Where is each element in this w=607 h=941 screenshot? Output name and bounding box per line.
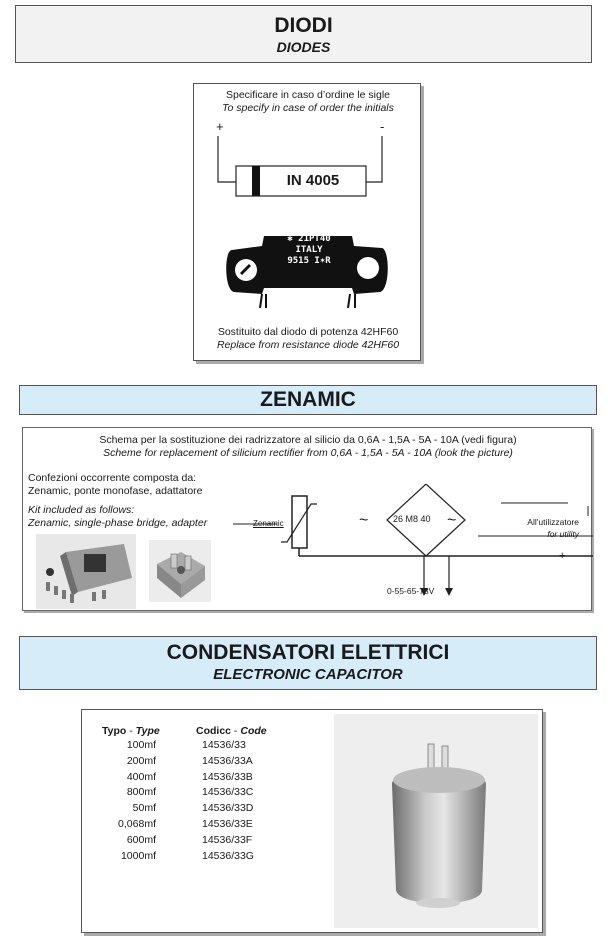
capacitor-row	[102, 739, 267, 755]
capacitor-code: 14536/33	[202, 739, 246, 751]
diode-info-box	[193, 83, 421, 361]
capacitor-row	[102, 755, 267, 771]
bridge-label: 26 M8 40	[393, 514, 431, 524]
replace-note-en: Replace from resistance diode 42HF60	[216, 339, 400, 351]
order-instruction-en: To specify in case of order the initials	[222, 102, 394, 114]
capacitor-type: 0,068mf	[118, 817, 156, 830]
kit-description-en-1: Kit included as follows:	[28, 504, 135, 516]
capacitor-photo	[334, 714, 538, 928]
capacitor-box	[81, 709, 543, 933]
ac-output-tilde: ~	[447, 512, 457, 529]
capacitor-subtitle: ELECTRONIC CAPACITOR	[213, 666, 403, 683]
capacitor-row	[102, 850, 267, 866]
utility-label-it: All'utilizzatore	[527, 517, 579, 527]
module-marking-2: ITALY	[295, 245, 323, 255]
capacitor-type: 400mf	[126, 770, 156, 783]
capacitor-type: 1000mf	[120, 849, 156, 862]
ac-input-tilde: ~	[359, 512, 369, 529]
output-minus: -	[558, 497, 562, 509]
capacitor-type: 600mf	[126, 833, 156, 846]
order-instruction-it: Specificare in caso d’ordine le sigle	[225, 89, 390, 101]
minus-sign: -	[380, 119, 385, 134]
capacitor-row	[102, 771, 267, 787]
diode-drawing	[194, 134, 422, 199]
power-module-markings	[272, 234, 346, 267]
capacitor-type: 200mf	[126, 754, 156, 767]
replace-note-it: Sostituito dal diodo di potenza 42HF60	[217, 326, 399, 338]
zenamic-title: ZENAMIC	[260, 388, 356, 411]
capacitor-header	[19, 636, 597, 690]
capacitor-code: 14536/33A	[202, 754, 253, 767]
kit-description-en-2: Zenamic, single-phase bridge, adapter	[28, 517, 208, 529]
kit-description-it-2: Zenamic, ponte monofase, adattatore	[28, 485, 203, 497]
capacitor-code: 14536/33F	[202, 833, 253, 846]
capacitor-type: 100mf	[126, 739, 156, 751]
plus-sign: +	[216, 119, 224, 134]
capacitor-code: 14536/33G	[202, 849, 254, 862]
diodi-subtitle: DIODES	[276, 39, 331, 55]
diodi-title: DIODI	[274, 14, 333, 37]
zenamic-header	[19, 385, 597, 415]
diodi-header	[15, 5, 592, 63]
module-marking-1: ✱ 21PT40	[287, 234, 331, 244]
zenamic-circuit-diagram	[233, 484, 593, 602]
capacitor-row	[102, 802, 267, 818]
capacitor-code: 14536/33B	[202, 770, 253, 783]
code-column-header: Codicc - Code	[196, 725, 267, 737]
utility-label-en: for utility	[547, 529, 579, 539]
kit-description-it-1: Confezioni occorrente composta da:	[28, 472, 197, 484]
capacitor-row	[102, 834, 267, 850]
capacitor-row	[102, 818, 267, 834]
zenamic-component-label: Zenamic	[253, 519, 284, 528]
capacitor-code: 14536/33E	[202, 817, 253, 830]
voltage-label: 0-55-65-73V	[387, 586, 435, 596]
capacitor-code: 14536/33C	[202, 786, 254, 799]
scheme-description-it: Schema per la sostituzione dei radrizzatore al silicio da 0,6A - 1,5A - 5A - 10A (vedi figura)	[99, 434, 517, 446]
capacitor-type: 800mf	[126, 786, 156, 799]
bridge-photo	[149, 540, 211, 602]
capacitor-row	[102, 786, 267, 802]
capacitor-code: 14536/33D	[202, 802, 254, 815]
capacitor-table	[102, 723, 267, 865]
capacitor-title: CONDENSATORI ELETTRICI	[166, 641, 450, 664]
capacitor-type: 50mf	[132, 802, 156, 815]
scheme-description-en: Scheme for replacement of silicium rectifier from 0,6A - 1,5A - 5A - 10A (look the picture)	[103, 447, 513, 459]
zenamic-info-box	[22, 427, 592, 611]
module-marking-3: 9515 I✶R	[287, 256, 331, 266]
kit-photo	[36, 534, 136, 609]
type-column-header: Typo - Type	[102, 725, 160, 737]
output-plus: +	[559, 550, 566, 562]
diode-label: IN 4005	[286, 172, 340, 189]
